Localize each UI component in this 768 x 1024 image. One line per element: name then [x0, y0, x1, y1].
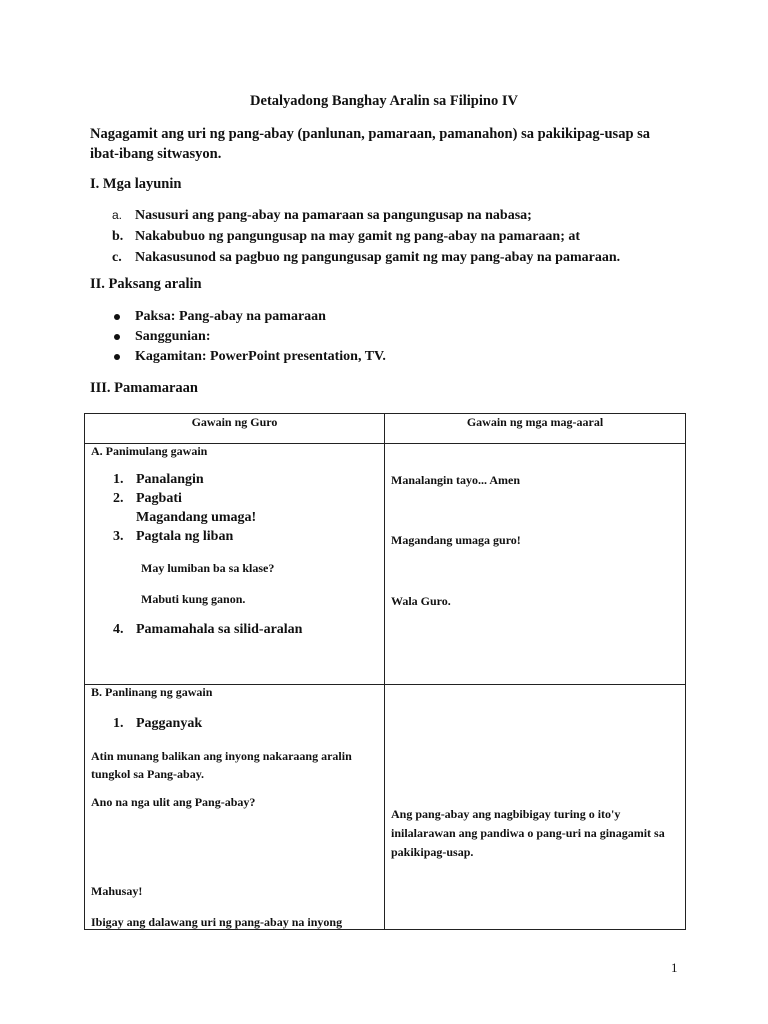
row-a-student-cell — [385, 444, 686, 685]
intro-paragraph: Nagagamit ang uri ng pang-abay (panlunan, pamaraan, pamanahon) sa pakikipag-usap sa ibat-ibang sitwasyon. — [90, 126, 651, 162]
table-row — [85, 444, 686, 685]
teacher-remark: Mabuti kung ganon. — [141, 592, 246, 606]
row-b-teacher-cell — [85, 685, 385, 930]
list-item-text: Pamamahala sa silid-aralan — [136, 622, 303, 637]
list-marker: 3. — [113, 529, 124, 544]
list-item-text: Pagganyak — [136, 716, 203, 731]
list-marker: 2. — [113, 491, 124, 506]
section-heading-pamamaraan: III. Pamamaraan — [90, 380, 198, 396]
list-item-text: Panalangin — [136, 472, 204, 487]
student-response: Ang pang-abay ang nagbibigay turing o ito'y inilalarawan ang pandiwa o pang-uri na ginagamit sa pakikipag-usap. — [391, 807, 665, 859]
section-heading-paksa: II. Paksang aralin — [90, 276, 202, 292]
list-marker: b. — [112, 229, 124, 244]
row-b-student-cell — [385, 685, 686, 930]
list-item-text: Pagtala ng liban — [136, 529, 234, 544]
topic-list — [112, 307, 712, 367]
list-item — [112, 226, 712, 247]
header-student: Gawain ng mga mag-aaral — [385, 414, 686, 444]
list-item-text: Pagbati — [136, 491, 182, 506]
list-marker: 1. — [113, 716, 124, 731]
list-item — [112, 205, 712, 226]
list-item — [112, 307, 712, 327]
list-item-text: Paksa: Pang-abay na pamaraan — [135, 309, 326, 324]
student-response: Magandang umaga guro! — [391, 533, 521, 547]
document-title: Detalyadong Banghay Aralin sa Filipino IV — [250, 93, 518, 109]
bullet-icon — [114, 314, 120, 320]
page-number: 1 — [671, 960, 678, 975]
objectives-list — [112, 205, 712, 268]
teacher-remark: Mahusay! — [91, 884, 143, 898]
list-marker: c. — [112, 250, 122, 265]
teacher-statement: Ibigay ang dalawang uri ng pang-abay na inyong — [91, 915, 343, 929]
teacher-question: Ano na nga ulit ang Pang-abay? — [91, 795, 256, 809]
list-item — [112, 347, 712, 367]
lesson-table — [84, 413, 686, 930]
list-item — [112, 247, 712, 268]
teacher-question: May lumiban ba sa klase? — [141, 561, 275, 575]
list-marker: 1. — [113, 472, 124, 487]
table-header-row — [85, 414, 686, 444]
section-heading-layunin: I. Mga layunin — [90, 176, 182, 192]
row-a-label: A. Panimulang gawain — [91, 444, 208, 458]
list-item — [112, 327, 712, 347]
bullet-icon — [114, 334, 120, 340]
list-marker: 4. — [113, 622, 124, 637]
bullet-icon — [114, 354, 120, 360]
student-response: Wala Guro. — [391, 594, 451, 608]
list-marker: a. — [112, 208, 123, 222]
row-a-teacher-cell — [85, 444, 385, 685]
list-item-text: Kagamitan: PowerPoint presentation, TV. — [135, 349, 386, 364]
list-item-text: Nasusuri ang pang-abay na pamaraan sa pangungusap na nabasa; — [135, 208, 532, 223]
list-item-text: Nakasusunod sa pagbuo ng pangungusap gamit ng may pang-abay na pamaraan. — [135, 250, 621, 265]
table-row — [85, 685, 686, 930]
header-teacher: Gawain ng Guro — [85, 414, 385, 444]
list-item-text: Sanggunian: — [135, 329, 211, 344]
list-item-text: Nakabubuo ng pangungusap na may gamit ng pang-abay na pamaraan; at — [135, 229, 581, 244]
list-item-subtext: Magandang umaga! — [136, 510, 257, 525]
teacher-statement: Atin munang balikan ang inyong nakaraang aralin tungkol sa Pang-abay. — [91, 749, 352, 781]
row-b-label: B. Panlinang ng gawain — [91, 685, 213, 699]
student-response: Manalangin tayo... Amen — [391, 473, 521, 487]
